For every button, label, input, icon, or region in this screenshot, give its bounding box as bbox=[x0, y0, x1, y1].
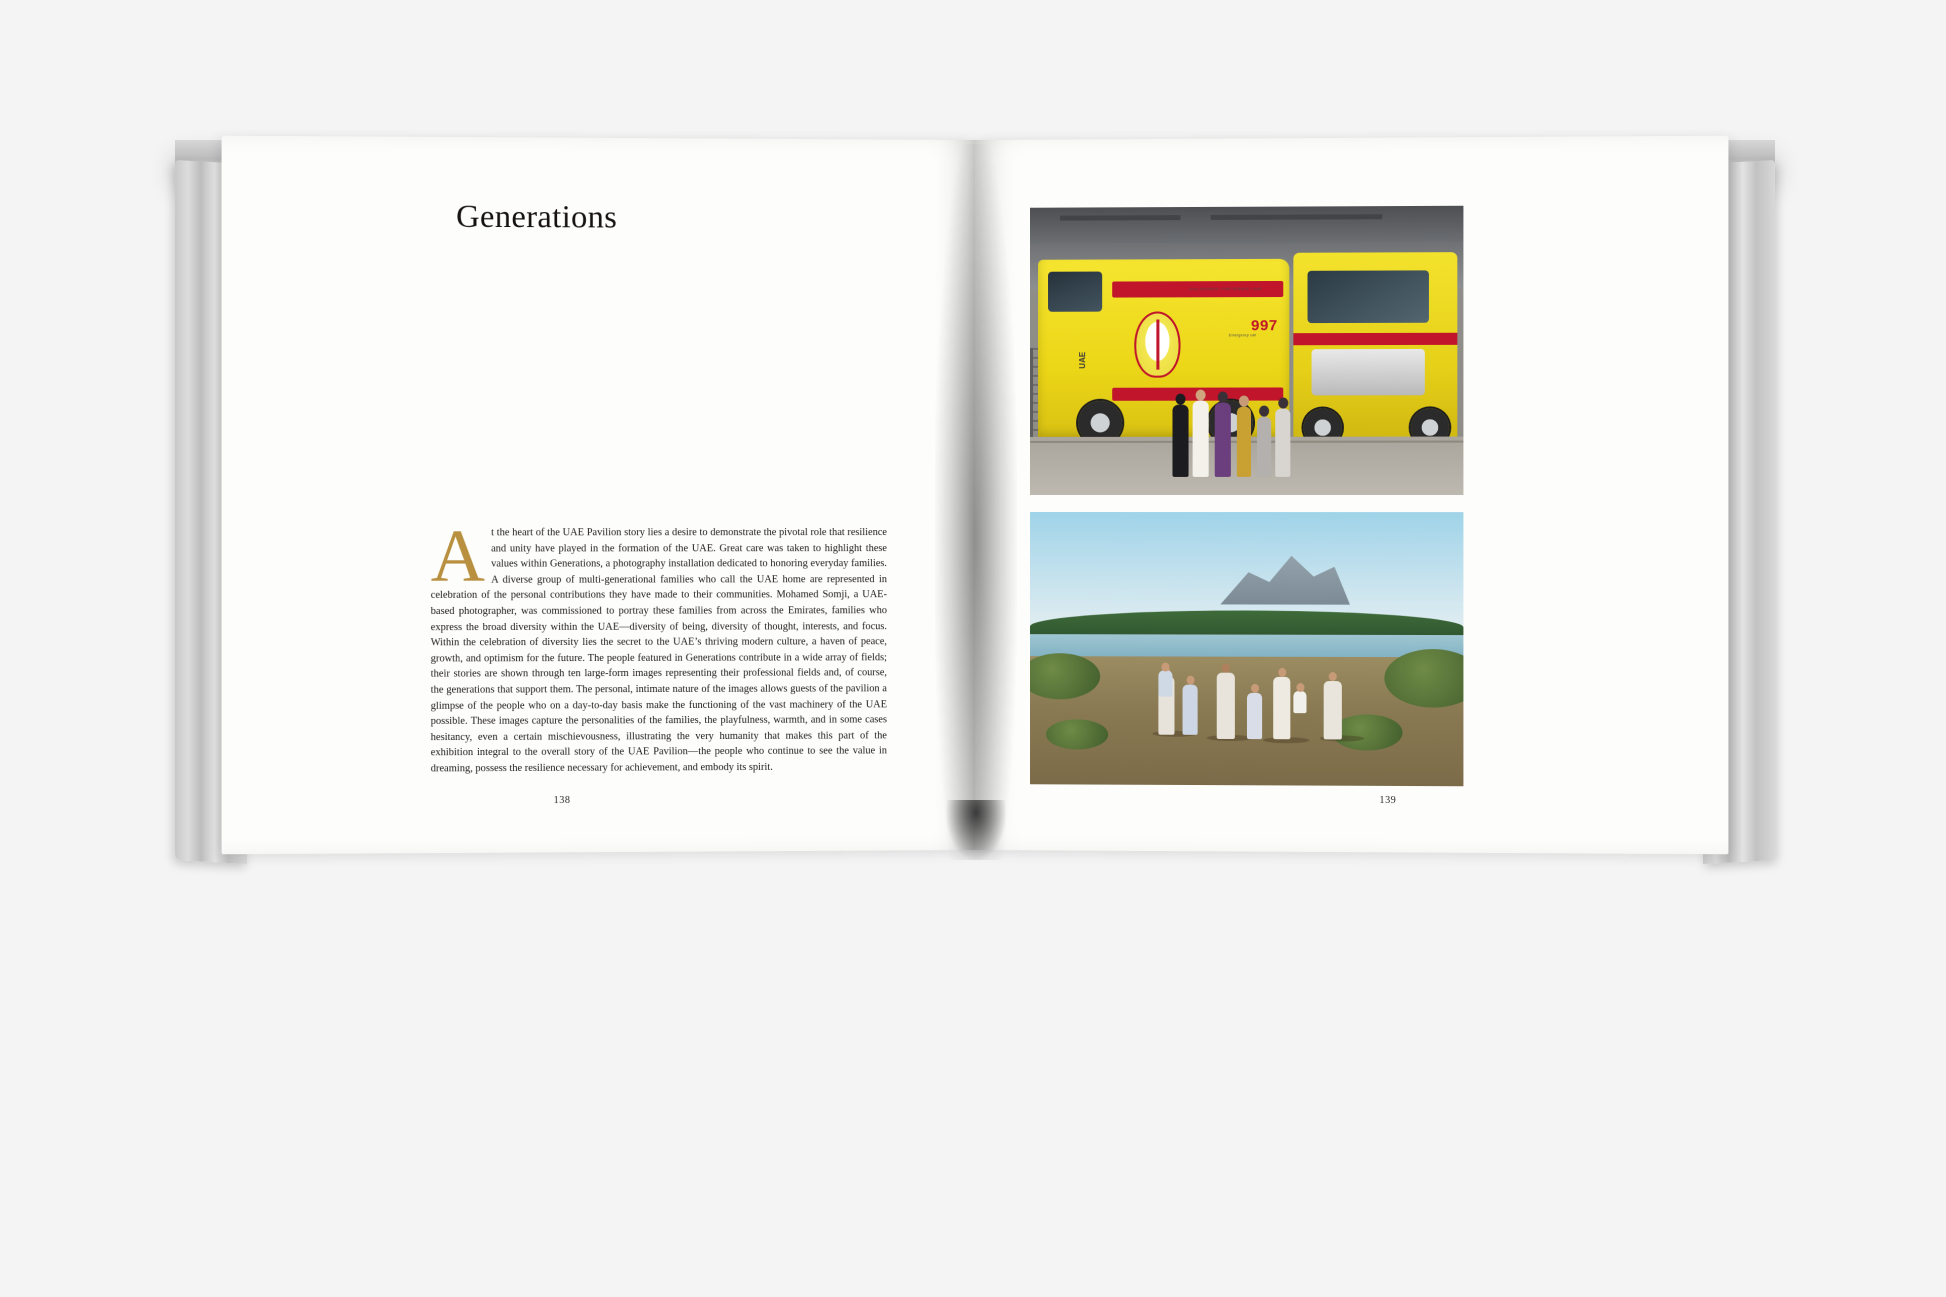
page-number-right: 139 bbox=[1379, 794, 1397, 807]
fire-station-family-photo bbox=[1030, 206, 1463, 495]
body-paragraph bbox=[430, 515, 887, 777]
emergency-number: 997 bbox=[1251, 317, 1278, 335]
right-page bbox=[975, 136, 1728, 855]
fire-service-emblem-icon bbox=[1134, 311, 1180, 377]
agency-text: CIVIL DEFENCE • FIRE SERVICE • UAE bbox=[1188, 287, 1262, 292]
body-text: t the heart of the UAE Pavilion story lies a desire to demonstrate the pivotal role that resilience and unity have played in the formation of the UAE. Great care was taken to highlight these values within Generations, a photography installation dedicated to honoring everyday families. A diverse group of multi-generational families who call the UAE home are represented in celebration of the personal contributions they have made to their communities. Mohamed Somji, a UAE-based photographer, was commissioned to portray these families from across the Emirates, families who express the broad diversity within the UAE—diversity of being, diversity of thought, interests, and focus. Within the celebration of diversity lies the secret to the UAE’s thriving modern culture, a haven of peace, growth, and optimism for the future. The people featured in Generations contribute in a wide array of fields; their stories are shown through ten large-form images representing their professional fields and, of course, the generations that support them. The personal, intimate nature of the images allows guests of the pavilion a glimpse of the people who on a day-to-day basis make the functioning of the vast machinery of the UAE possible. These images capture the personalities of the families, the playfulness, warmth, and in some cases hesitancy, even a certain mischievousness, illustrating the very humanity that makes this part of the exhibition integral to the overall story of the UAE Pavilion—the people who continue to see the value in dreaming, possess the resilience necessary for achievement, and embody its spirit. bbox=[430, 527, 887, 775]
mangrove-family-photo bbox=[1030, 512, 1463, 786]
left-page bbox=[222, 136, 975, 855]
open-book bbox=[175, 140, 1775, 880]
page-title: Generations bbox=[456, 197, 618, 235]
page-number-left: 138 bbox=[553, 794, 571, 807]
emergency-call-text: Emergency call bbox=[1228, 333, 1257, 338]
vehicle-label: UAE bbox=[1078, 351, 1088, 369]
drop-cap: A bbox=[430, 515, 485, 598]
